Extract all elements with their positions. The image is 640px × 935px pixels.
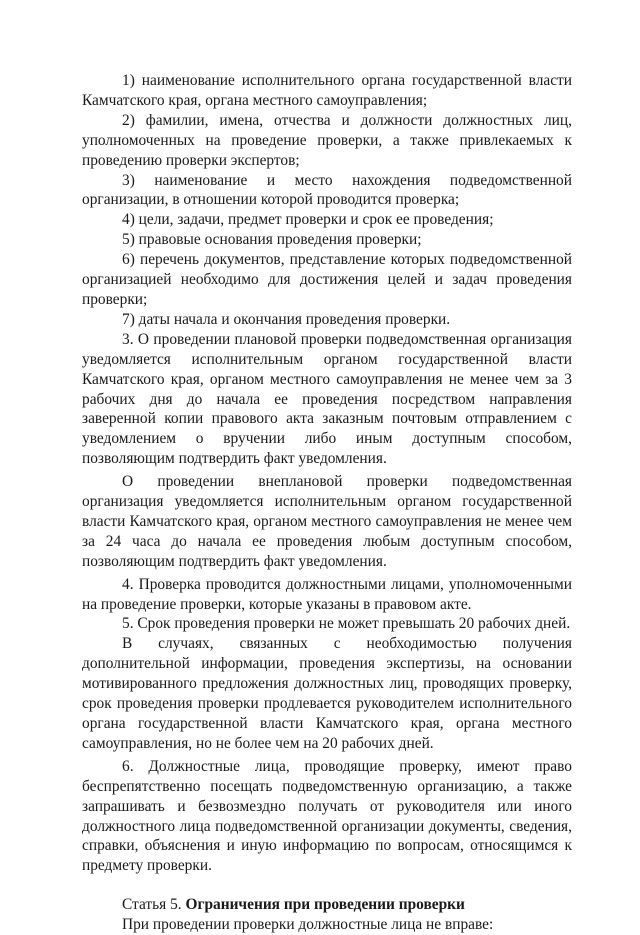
paragraph-inspection-term: 5. Срок проведения проверки не может превышать 20 рабочих дней. xyxy=(122,615,571,633)
article-heading xyxy=(82,895,572,915)
article-title: Ограничения при проведении проверки xyxy=(185,896,465,914)
list-item-officials-names: 2) фамилии, имена, отчества и должности должностных лиц, уполномоченных на проведение проверки, а также привлекаемых к проведению проверки экспертов; xyxy=(82,111,572,169)
list-item-documents-list: 6) перечень документов, представление которых подведомственной организацией необходимо для достижения целей и задач проведения проверки; xyxy=(82,251,572,308)
list-item-legal-grounds: 5) правовые основания проведения проверки; xyxy=(122,231,422,249)
list-item-authority-name: 1) наименование исполнительного органа государственной власти Камчатского края, органа местного самоуправления; xyxy=(82,72,572,109)
paragraph-planned-inspection-notice: 3. О проведении плановой проверки подведомственная организация уведомляется исполнительным органом государственной власти Камчатского края, органом местного самоуправления не менее чем за 3 рабочих дня до начала ее проведения посредством направления заверенной копии правового акта заказным почтовым отправлением с уведомлением о вручении либо иным доступным способом, позволяющим подтвердить факт уведомления. xyxy=(82,330,572,468)
paragraph-officials-rights: 6. Должностные лица, проводящие проверку, имеют право беспрепятственно посещать подведомственную организацию, а также запрашивать и безвозмездно получать от руководителя или иного должностного лица подведомственной организации документы, сведения, справки, объяснения и иную информацию по вопросам, относящимся к предмету проверки. xyxy=(82,757,572,875)
paragraph-term-extension: В случаях, связанных с необходимостью получения дополнительной информации, проведения экспертизы, на основании мотивированного предложения должностных лиц, проводящих проверку, срок проведения проверки продлевается руководителем исполнительного органа государственной власти Камчатского края, органа местного самоуправления, но не более чем на 20 рабочих дней. xyxy=(82,635,572,752)
list-item-organization-name: 3) наименование и место нахождения подведомственной организации, в отношении которой проводится проверка; xyxy=(82,171,572,209)
document-body xyxy=(82,71,572,935)
article-intro: При проведении проверки должностные лица не вправе: xyxy=(122,916,494,934)
list-item-dates: 7) даты начала и окончания проведения проверки. xyxy=(122,310,451,328)
article-prefix: Статья 5. xyxy=(122,896,182,914)
list-item-goals: 4) цели, задачи, предмет проверки и срок ее проведения; xyxy=(122,211,494,229)
paragraph-unplanned-inspection-notice: О проведении внеплановой проверки подведомственная организация уведомляется исполнительным органом государственной власти Камчатского края, органом местного самоуправления не менее чем за 24 часа до начала ее проведения любым доступным способом, позволяющим подтвердить факт уведомления. xyxy=(82,473,572,570)
paragraph-inspection-officials: 4. Проверка проводится должностными лицами, уполномоченными на проведение проверки, которые указаны в правовом акте. xyxy=(82,575,572,613)
